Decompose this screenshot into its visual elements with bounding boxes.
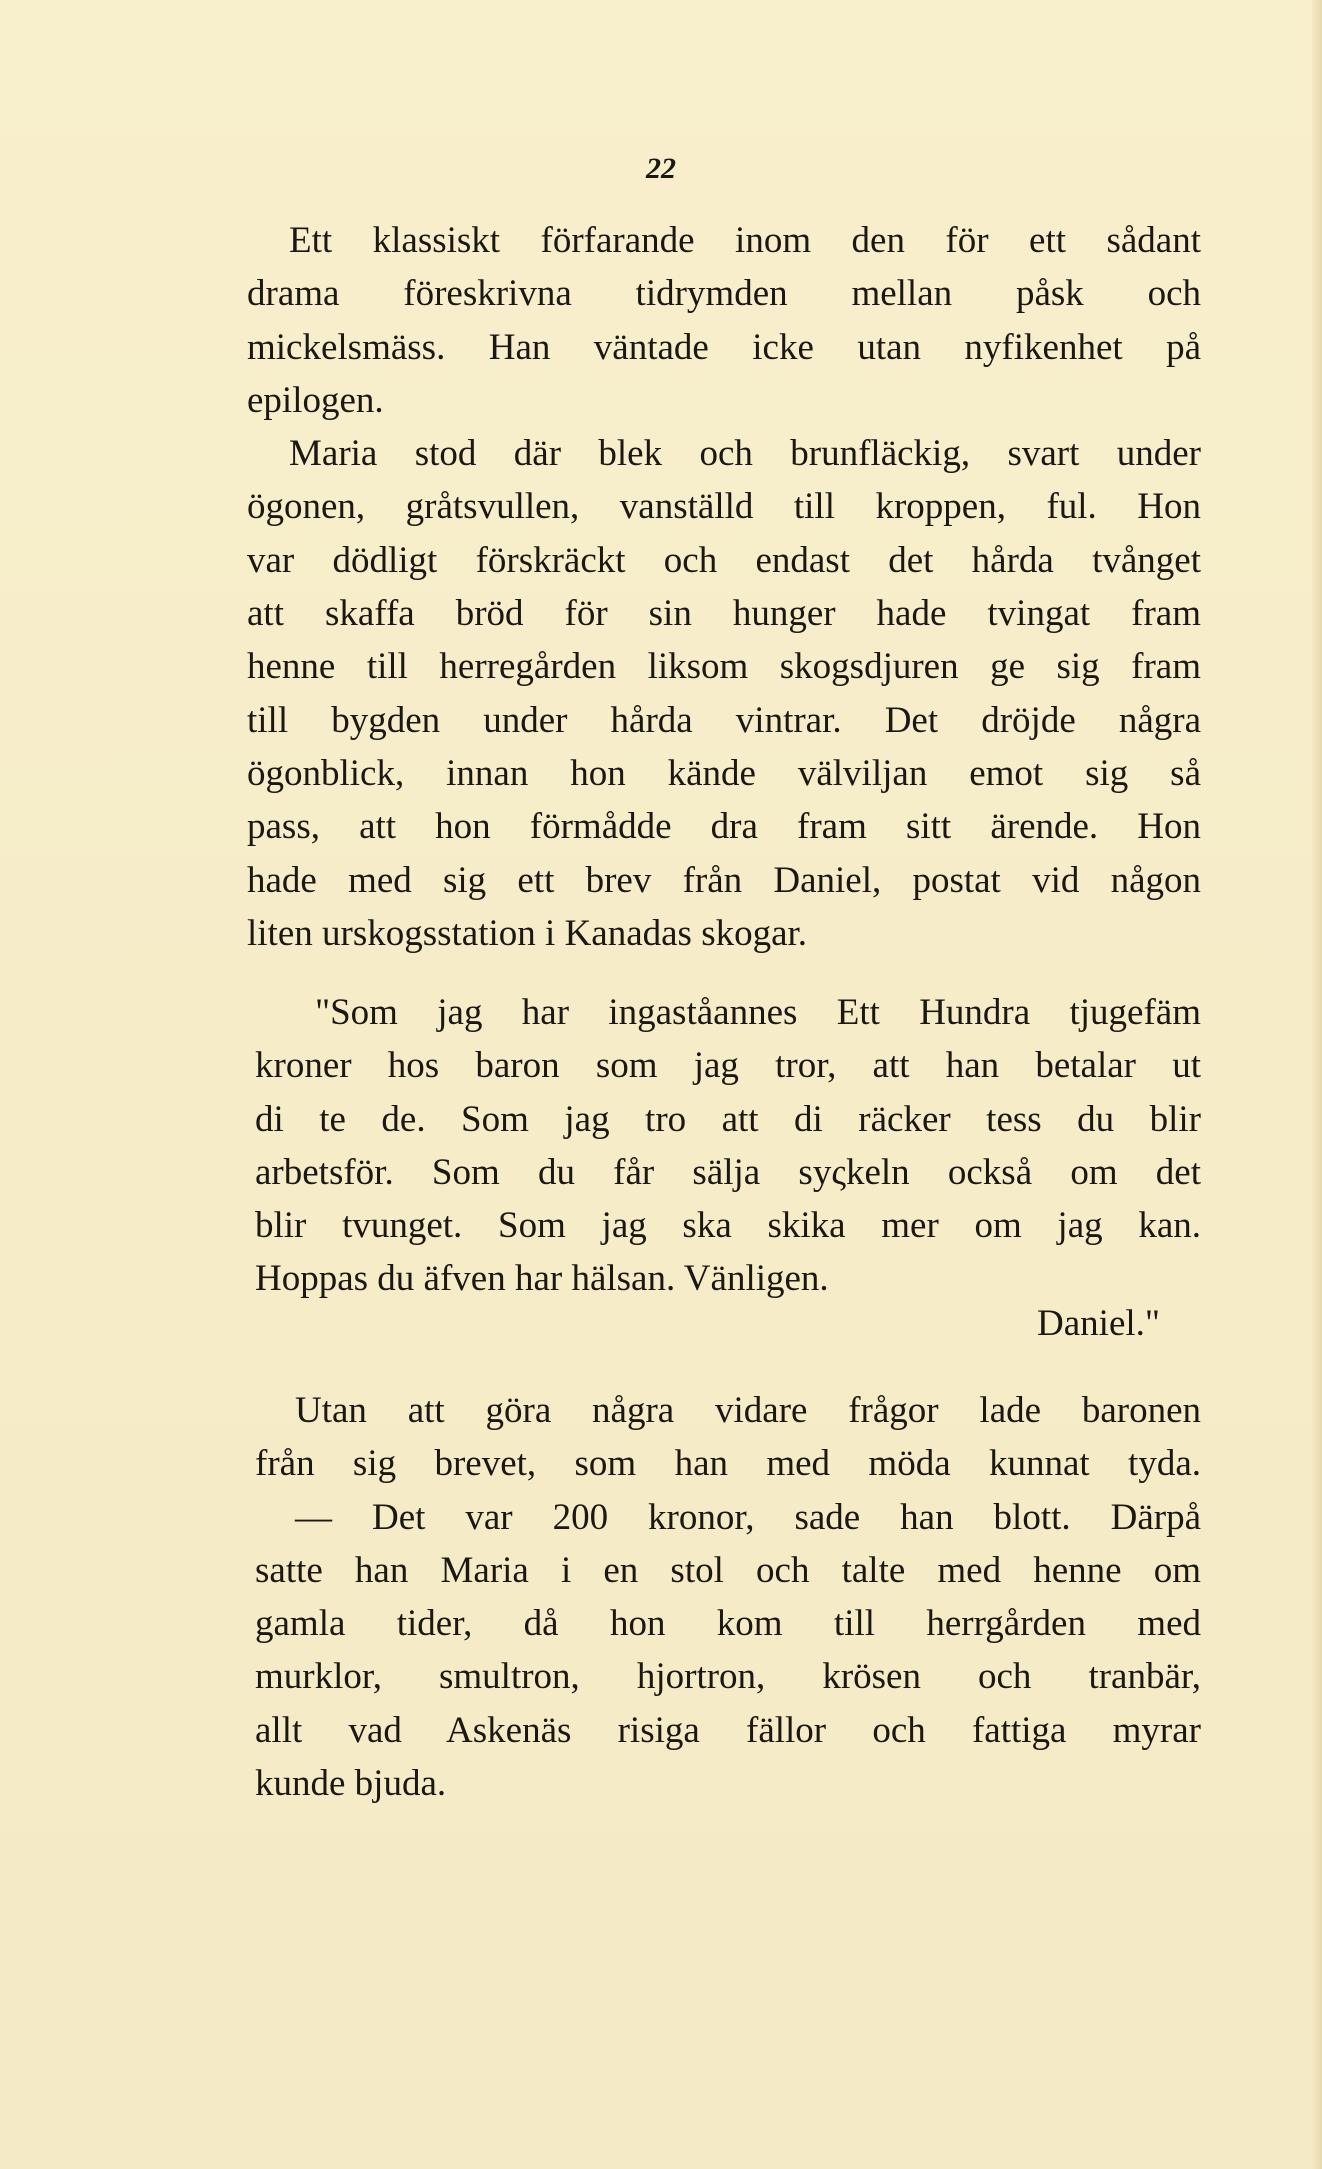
text-line: Hoppas du äfven har hälsan. Vänligen.	[255, 1258, 829, 1300]
text-line: liten urskogsstation i Kanadas skogar.	[247, 912, 808, 954]
text-line: var dödligt förskräckt och endast det hårda tvånget	[247, 539, 1201, 581]
text-line: drama föreskrivna tidrymden mellan påsk och	[247, 273, 1201, 315]
text-line: satte han Maria i en stol och talte med henne om	[255, 1549, 1201, 1591]
text-line: pass, att hon förmådde dra fram sitt ärende. Hon	[247, 806, 1201, 848]
letter-signature: Daniel."	[1037, 1303, 1160, 1344]
text-line: mickelsmäss. Han väntade icke utan nyfikenhet på	[247, 326, 1201, 368]
text-line: kroner hos baron som jag tror, att han betalar ut	[255, 1045, 1201, 1087]
page-edge	[1312, 0, 1322, 2169]
text-line: hade med sig ett brev från Daniel, postat vid någon	[247, 859, 1201, 901]
text-line: ögonen, gråtsvullen, vanställd till kroppen, ful. Hon	[247, 486, 1201, 528]
text-line: ögonblick, innan hon kände välviljan emot sig så	[247, 752, 1201, 794]
text-line: blir tvunget. Som jag ska skika mer om jag kan.	[255, 1205, 1201, 1247]
text-line: kunde bjuda.	[255, 1763, 447, 1805]
text-line: "Som jag har ingaståannes Ett Hundra tjugefäm	[315, 992, 1201, 1033]
text-line: henne till herregården liksom skogsdjuren ge sig fram	[247, 646, 1201, 688]
page-number: 22	[646, 152, 676, 185]
text-line: epilogen.	[247, 379, 384, 421]
text-line: från sig brevet, som han med möda kunnat tyda.	[255, 1443, 1201, 1485]
text-line: Utan att göra några vidare frågor lade baronen	[295, 1390, 1201, 1431]
text-line: — Det var 200 kronor, sade han blott. Därpå	[295, 1496, 1201, 1538]
paragraph-narrative-1	[247, 214, 1201, 960]
text-line: Ett klassiskt förfarande inom den för ett sådant	[289, 220, 1201, 261]
text-line: arbetsför. Som du får sälja syςkeln också om det	[255, 1151, 1201, 1193]
text-line: Maria stod där blek och brunfläckig, svart under	[289, 433, 1201, 475]
text-line: murklor, smultron, hjortron, krösen och tranbär,	[255, 1656, 1201, 1698]
text-line: di te de. Som jag tro att di räcker tess du blir	[255, 1098, 1201, 1140]
letter-from-daniel	[247, 986, 1201, 1306]
text-line: att skaffa bröd för sin hunger hade tvingat fram	[247, 593, 1201, 635]
paragraph-narrative-2	[247, 1384, 1201, 1810]
text-line: allt vad Askenäs risiga fällor och fattiga myrar	[255, 1709, 1201, 1751]
text-line: gamla tider, då hon kom till herrgården med	[255, 1603, 1201, 1645]
text-line: till bygden under hårda vintrar. Det dröjde några	[247, 699, 1201, 741]
